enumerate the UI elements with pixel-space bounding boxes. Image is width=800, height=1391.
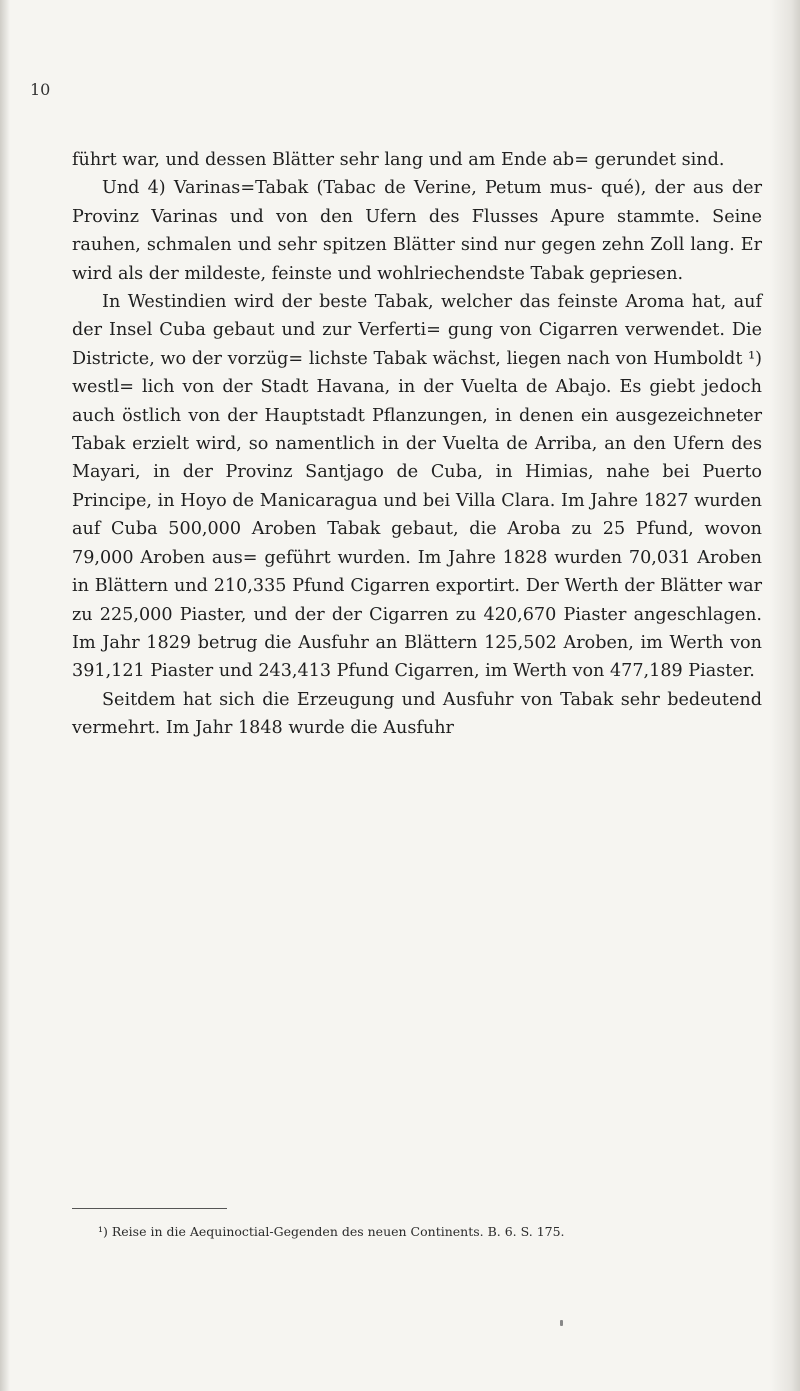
page-edge-shadow: [770, 0, 800, 1391]
paragraph: Und 4) Varinas=Tabak (Tabac de Verine, Petum mus- qué), der aus der Provinz Varinas und von den Ufern des Flusses Apure stammte. Seine rauhen, schmalen und sehr spitzen Blätter sind nur gegen zehn Zoll lang. Er wird als der mildeste, feinste und wohlriechendste Tabak gepriesen.: [72, 178, 762, 284]
footnote-text: ¹) Reise in die Aequinoctial-Gegenden des neuen Continents. B. 6. S. 175.: [98, 1224, 565, 1239]
page-binding-shadow: [0, 0, 10, 1391]
page-number: 10: [30, 80, 51, 99]
body-text: [72, 146, 762, 743]
paragraph: In Westindien wird der beste Tabak, welcher das feinste Aroma hat, auf der Insel Cuba gebaut und zur Verferti= gung von Cigarren verwendet. Die Districte, wo der vorzüg= lichste Tabak wächst, liegen nach von Humboldt ¹) westl= lich von der Stadt Havana, in der Vuelta de Abajo. Es giebt jedoch auch östlich von der Hauptstadt Pflanzungen, in denen ein ausgezeichneter Tabak erzielt wird, so namentlich in der Vuelta de Arriba, an den Ufern des Mayari, in der Provinz Santjago de Cuba, in Himias, nahe bei Puerto Principe, in Hoyo de Manicaragua und bei Villa Clara. Im Jahre 1827 wurden auf Cuba 500,000 Aroben Tabak gebaut, die Aroba zu 25 Pfund, wovon 79,000 Aroben aus= geführt wurden. Im Jahre 1828 wurden 70,031 Aroben in Blättern und 210,335 Pfund Cigarren exportirt. Der Werth der Blätter war zu 225,000 Piaster, und der der Cigarren zu 420,670 Piaster angeschlagen. Im Jahr 1829 betrug die Ausfuhr an Blättern 125,502 Aroben, im Werth von 391,121 Piaster und 243,413 Pfund Cigarren, im Werth von 477,189 Piaster.: [72, 292, 762, 682]
paragraph: führt war, und dessen Blätter sehr lang und am Ende ab= gerundet sind.: [72, 150, 725, 170]
ink-speck: [560, 1320, 563, 1326]
paragraph: Seitdem hat sich die Erzeugung und Ausfuhr von Tabak sehr bedeutend vermehrt. Im Jahr 1848 wurde die Ausfuhr: [72, 689, 762, 739]
footnote-rule: [72, 1208, 227, 1209]
footnote: [98, 1222, 758, 1242]
